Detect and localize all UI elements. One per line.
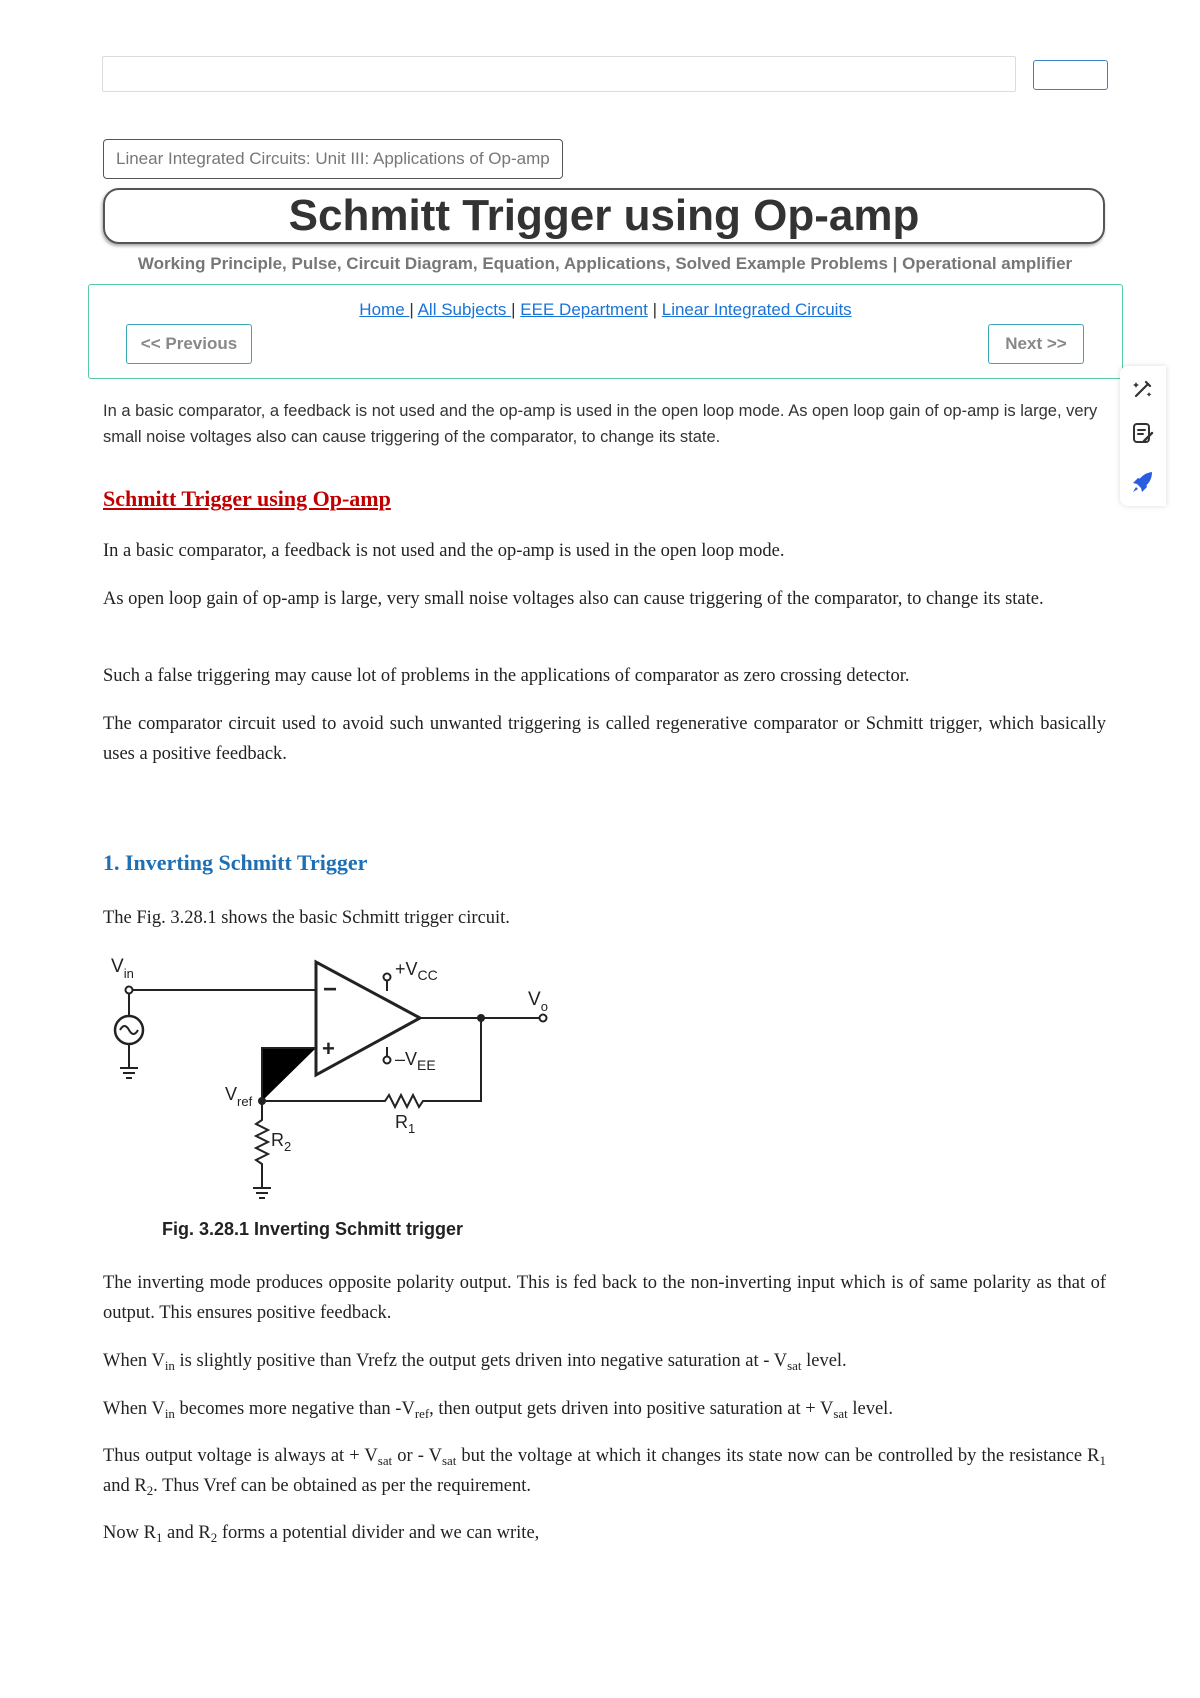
notes-edit-icon[interactable] bbox=[1130, 420, 1156, 446]
paragraph: In a basic comparator, a feedback is not used and the op-amp is used in the open loop mode. bbox=[103, 541, 785, 561]
figure-intro: The Fig. 3.28.1 shows the basic Schmitt trigger circuit. bbox=[103, 908, 510, 928]
nav-separator: | bbox=[652, 300, 658, 319]
r1-label: $R_1$ bbox=[395, 1112, 416, 1136]
nav-link-linear-integrated-circuits[interactable]: Linear Integrated Circuits bbox=[661, 300, 852, 319]
paragraph: Now $R_1$ and $R_2$ forms a potential divider and we can write, bbox=[103, 1523, 540, 1545]
svg-text:−: − bbox=[323, 976, 338, 1003]
svg-text:+: + bbox=[322, 1036, 335, 1061]
paragraph: When $V_{in}$ becomes more negative than $-V_{ref}$, then output gets driven into positive saturation at + $V_{sat}$ level. bbox=[103, 1399, 893, 1421]
vref-label: $V_{ref}$ bbox=[225, 1084, 253, 1109]
circuit-diagram bbox=[103, 950, 563, 1250]
search-input[interactable] bbox=[102, 56, 1016, 92]
search-button[interactable] bbox=[1033, 60, 1108, 90]
edit-sparkle-icon[interactable] bbox=[1130, 376, 1156, 402]
paragraph: As open loop gain of op-amp is large, very small noise voltages also can cause triggering of the comparator, to change its state. bbox=[103, 589, 1044, 609]
r2-resistor bbox=[256, 1101, 268, 1188]
figure-caption: Fig. 3.28.1 Inverting Schmitt trigger bbox=[162, 1219, 464, 1239]
section-heading: Schmitt Trigger using Op-amp bbox=[103, 486, 391, 511]
paragraph: The inverting mode produces opposite polarity output. This is fed back to the non-inverting input which is of same polarity as that of output. This ensures positive feedback. bbox=[103, 1273, 1106, 1323]
circuit-figure bbox=[103, 950, 563, 1250]
nav-link-home[interactable]: Home bbox=[359, 300, 410, 319]
page-subtitle: Working Principle, Pulse, Circuit Diagram, Equation, Applications, Solved Example Problems | Operational amplifier bbox=[137, 254, 1073, 273]
vo-terminal bbox=[540, 1015, 547, 1022]
nav-separator: | bbox=[409, 300, 414, 319]
nav-separator: | bbox=[511, 300, 516, 319]
next-button[interactable]: Next >> bbox=[988, 324, 1084, 364]
paragraph: Thus output voltage is always at + $V_{sat}$ or - $V_{sat}$ but the voltage at which it changes its state now can be controlled by the resistance $R_1$ and $R_2$. Thus Vref can be obtained as per the requirement. bbox=[103, 1446, 1106, 1498]
intro-summary: In a basic comparator, a feedback is not used and the op-amp is used in the open loop mode. As open loop gain of op-amp is large, very small noise voltages also can cause triggering of the comparator, to change its state. bbox=[103, 402, 1098, 446]
paragraph: When $V_{in}$ is slightly positive than Vrefz the output gets driven into negative saturation at - $V_{sat}$ level. bbox=[103, 1351, 847, 1373]
rocket-icon[interactable] bbox=[1130, 469, 1156, 495]
ground-icon bbox=[253, 1188, 271, 1198]
nav-link-all-subjects[interactable]: All Subjects bbox=[417, 300, 512, 319]
previous-button[interactable]: << Previous bbox=[126, 324, 252, 364]
nav-link-eee-department[interactable]: EEE Department bbox=[520, 300, 648, 319]
paragraph: The comparator circuit used to avoid such unwanted triggering is called regenerative comparator or Schmitt trigger, which basically uses a positive feedback. bbox=[103, 714, 1106, 764]
subsection-heading: 1. Inverting Schmitt Trigger bbox=[103, 850, 368, 875]
vee-label: $-V_{EE}$ bbox=[395, 1049, 436, 1073]
r2-label: $R_2$ bbox=[271, 1130, 292, 1154]
vin-terminal bbox=[126, 987, 133, 994]
vo-label: $V_o$ bbox=[528, 989, 548, 1014]
paragraph: Such a false triggering may cause lot of problems in the applications of comparator as zero crossing detector. bbox=[103, 666, 910, 686]
ground-icon bbox=[120, 1068, 138, 1078]
nav-links bbox=[88, 300, 1123, 320]
unit-breadcrumb[interactable]: Linear Integrated Circuits: Unit III: Applications of Op-amp bbox=[103, 139, 563, 179]
vin-label: $V_{in}$ bbox=[111, 956, 134, 981]
page-title: Schmitt Trigger using Op-amp bbox=[103, 188, 1105, 244]
vcc-label: $+V_{CC}$ bbox=[395, 959, 438, 983]
